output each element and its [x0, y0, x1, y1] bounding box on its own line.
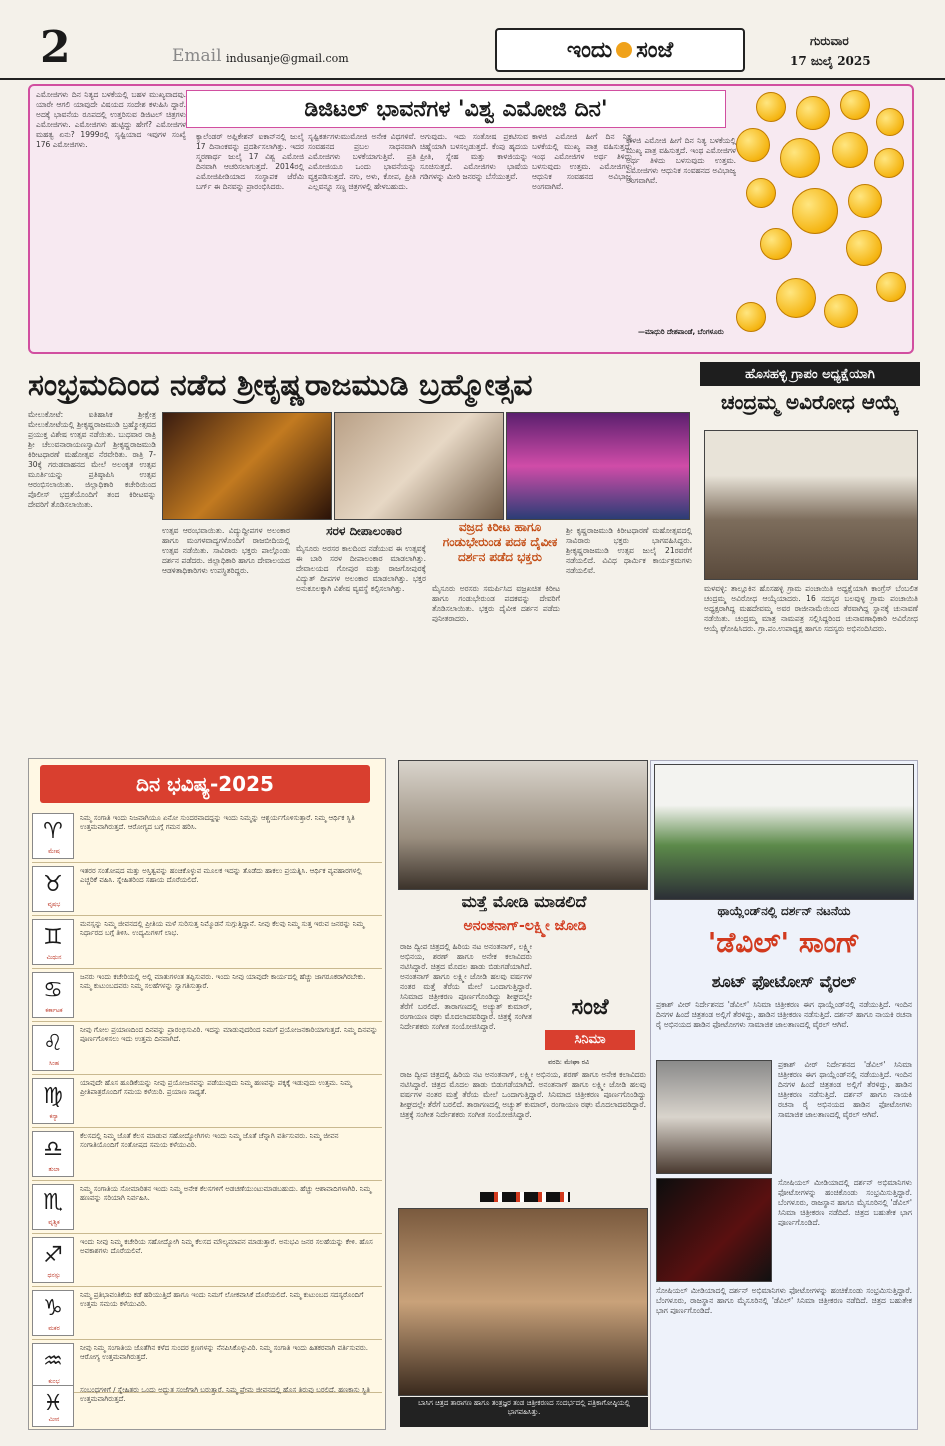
masthead-logo	[495, 28, 745, 72]
horoscope-row-sagittarius: ♐ ಧನಸ್ಸು ಇಂದು ನೀವು ನಿಮ್ಮ ಕಚೇರಿಯ ಸಹೋದ್ಯೋಗಿ ನಿಮ್ಮ ಕೆಲಸದ ಮೌಲ್ಯಮಾಪನ ಮಾಡುತ್ತಾರೆ. ಅನುಭವಿ ಜನರ ಸಲಹೆಯನ್ನು ಕೇಳಿ. ಹೊಸ ಅವಕಾಶಗಳು ದೊರೆಯಲಿವೆ.	[32, 1234, 382, 1287]
devil-body-2: ಪ್ರಕಾಶ್ ವೀರ್ ನಿರ್ದೇಶನದ 'ಡೆವಿಲ್' ಸಿನಿಮಾ ಚಿತ್ರೀಕರಣ ಈಗ ಥಾಯ್ಲೆಂಡ್‌ನಲ್ಲಿ ನಡೆಯುತ್ತಿದೆ. ಇಂದಿನ ದಿನಗಳ ಹಿಂದೆ ಚಿತ್ರತಂಡ ಅಲ್ಲಿಗೆ ತೆರಳಿದ್ದು, ಹಾಡಿನ ಚಿತ್ರೀಕರಣ ನಡೆಸುತ್ತಿದೆ. ದರ್ಶನ್ ಹಾಗೂ ನಾಯಕಿ ರಚನಾ ರೈ ಅಭಿನಯದ ಹಾಡಿನ ಫೋಟೋಗಳು ಸಾಮಾಜಿಕ ಜಾಲತಾಣದಲ್ಲಿ ವೈರಲ್ ಆಗಿವೆ.	[778, 1060, 912, 1119]
film-team-photo	[398, 760, 648, 890]
sun-icon	[616, 42, 632, 58]
libra-icon: ♎ ತುಲಾ	[32, 1131, 74, 1177]
devil-body-3: ಸೋಷಿಯಲ್ ಮೀಡಿಯಾದಲ್ಲಿ ದರ್ಶನ್ ಅಭಿಮಾನಿಗಳು ಫೋಟೋಗಳನ್ನು ಹಂಚಿಕೊಂಡು ಸಂಭ್ರಮಿಸುತ್ತಿದ್ದಾರೆ. ಬೆಂಗಳೂರು, ರಾಜಸ್ಥಾನ ಹಾಗೂ ಮೈಸೂರಿನಲ್ಲಿ 'ಡೆವಿಲ್' ಸಿನಿಮಾ ಚಿತ್ರೀಕರಣ ನಡೆದಿದೆ. ಚಿತ್ರದ ಬಹುತೇಕ ಭಾಗ ಪೂರ್ಣಗೊಂಡಿದೆ.	[778, 1178, 912, 1227]
grin-emoji-icon	[736, 302, 766, 332]
think-emoji-icon	[846, 230, 882, 266]
devil-headline-main: 'ಡೆವಿಲ್' ಸಾಂಗ್	[707, 926, 861, 959]
email-address[interactable]: indusanje@gmail.com	[226, 52, 349, 65]
emoji-col-3: ಸೃಷ್ಟಿಕರ್ತಗಳುಮುಮೋಜಿ ಅನೇಕ ವಿಧಗಳಿವೆ. ಸಂವಹನದ ಪ್ರಬಲ ಸಾಧನವಾಗಿ ಎಮೋಜಿಗಳು ಬಳಕೆಯಾಗುತ್ತಿವೆ. ಪ್ರತಿ ಎಮೋಜಿಯೂ ಒಂದು ಭಾವನೆಯನ್ನು ವ್ಯಕ್ತಪಡಿಸುತ್ತದೆ. ನಗು, ಅಳು, ಕೋಪ, ಪ್ರೀತಿ ಎಲ್ಲವನ್ನೂ ಸಣ್ಣ ಚಿತ್ರಗಳಲ್ಲಿ ಹೇಳಬಹುದು.	[308, 132, 416, 191]
leo-icon: ♌ ಸಿಂಹ	[32, 1025, 74, 1071]
emoji-col-1: ಎಮೋಜಿಗಳು ದಿನ ನಿತ್ಯದ ಬಳಕೆಯಲ್ಲಿ ಬಹಳ ಮುಖ್ಯವಾದವು. ಯಾರೇ ಆಗಲಿ ಯಾವುದೇ ವಿಷಯದ ಸಂದೇಶ ಕಳುಹಿಸಿ ದ್ದಾರೆ. ಅದಕ್ಕೆ ಭಾವನೆಯ ರೂಪದಲ್ಲಿ ಉತ್ತರಿಸುವ ಡಿಜಿಟಲ್ ಚಿತ್ರಗಳು ಎಮೋಜಿಗಳು. ಎಮೋಜಿಗಳು ಹುಟ್ಟಿದ್ದು ಹೇಗೆ? ಎಮೋಜಿಗಳ ಮಹತ್ವ ಏನು? 1999ರಲ್ಲಿ ಸೃಷ್ಟಿಯಾದ ಇವುಗಳ ಸಂಖ್ಯೆ 176 ಎಮೋಜಿಗಳು.	[36, 90, 186, 149]
emoji-col-5: ಕಾಳಜಿ ಎಮೋಜಿ ಹೀಗೆ ದಿನ ನಿತ್ಯ ಬಳಕೆಯಲ್ಲಿ ಮುಖ್ಯ ಪಾತ್ರ ವಹಿಸುತ್ತದೆ. ಇಂಥ ಎಮೋಜಿಗಳ ಅರ್ಥ ತಿಳಿದು ಬಳಸುವುದು ಉತ್ತಮ. ಎಮೋಜಿಗಳು ಆಧುನಿಕ ಸಂವಹನದ ಅವಿಭಾಜ್ಯ ಅಂಗವಾಗಿವೆ.	[532, 132, 632, 191]
horoscope-heading: ದಿನ ಭವಿಷ್ಯ-2025	[40, 765, 370, 803]
taurus-icon: ♉ ವೃಷಭ	[32, 866, 74, 912]
cry-emoji-icon	[736, 128, 770, 162]
devil-song-shoot-photo	[654, 764, 914, 900]
love-emoji-icon	[832, 132, 868, 168]
side-story-body: ಮಳವಳ್ಳಿ: ತಾಲ್ಲೂಕಿನ ಹೊಸಹಳ್ಳಿ ಗ್ರಾಮ ಪಂಚಾಯಿತಿ ಅಧ್ಯಕ್ಷೆಯಾಗಿ ಕಾಂಗ್ರೆಸ್ ಬೆಂಬಲಿತ ಚಂದ್ರಮ್ಮ ಅವಿರೋಧ ಆಯ್ಕೆಯಾದರು. 16 ಸದಸ್ಯರ ಬಲವುಳ್ಳ ಗ್ರಾಮ ಪಂಚಾಯಿತಿ ಅಧ್ಯಕ್ಷರಾಗಿದ್ದ ಮಹದೇವಮ್ಮ ಅವರ ರಾಜೀನಾಮೆಯಿಂದ ತೆರವಾಗಿದ್ದ ಸ್ಥಾನಕ್ಕೆ ಚುನಾವಣೆ ನಡೆಯಿತು. ಚಂದ್ರಮ್ಮ ಮಾತ್ರ ನಾಮಪತ್ರ ಸಲ್ಲಿಸಿದ್ದರಿಂದ ಚುನಾವಣಾಧಿಕಾರಿ ಅವಿರೋಧ ಆಯ್ಕೆ ಘೋಷಿಸಿದರು. ಗ್ರಾ.ಪಂ.ಉಪಾಧ್ಯಕ್ಷ ಹಾಗೂ ಸದಸ್ಯರು ಅಭಿನಂದಿಸಿದರು.	[704, 584, 918, 633]
darshan-poster-photo	[656, 1178, 772, 1282]
wink-emoji-icon	[876, 108, 904, 136]
horoscope-row-scorpio: ♏ ವೃಶ್ಚಿಕ ನಿಮ್ಮ ಸಂಗಾತಿಯ ಸೋಮಾರಿತನ ಇಂದು ನಿಮ್ಮ ಅನೇಕ ಕೆಲಸಗಳಿಗೆ ಅಡಚಣೆಯುಂಟುಮಾಡಬಹುದು. ಹೆಚ್ಚು ಆಶಾವಾದಿಗಳಾಗಿರಿ. ನಿಮ್ಮ ಹಣವನ್ನು ಸರಿಯಾಗಿ ನಿರ್ವಹಿಸಿ.	[32, 1181, 382, 1234]
main-col-3: ಮೈಸೂರು ಅರಸರ ಕಾಲದಿಂದ ನಡೆಯುವ ಈ ಉತ್ಸವಕ್ಕೆ ಈ ಬಾರಿ ಸರಳ ದೀಪಾಲಂಕಾರ ಮಾಡಲಾಗಿತ್ತು. ದೇವಾಲಯದ ಗೋಪುರ ಮತ್ತು ರಾಜಗೋಪುರಕ್ಕೆ ವಿದ್ಯುತ್ ದೀಪಗಳ ಅಲಂಕಾರ ಮಾಡಲಾಗಿತ್ತು. ಭಕ್ತರ ಅನುಕೂಲಕ್ಕಾಗಿ ವಿಶೇಷ ವ್ಯವಸ್ಥೆ ಕಲ್ಪಿಸಲಾಗಿತ್ತು.	[296, 544, 426, 593]
heart-eyes-emoji-icon	[824, 294, 858, 328]
sagittarius-icon: ♐ ಧನಸ್ಸು	[32, 1237, 74, 1283]
virgo-icon: ♍ ಕನ್ಯಾ	[32, 1078, 74, 1124]
laugh-emoji-icon	[796, 96, 830, 130]
lit-temple-tower-photo	[506, 412, 690, 520]
main-col-1: ಮೇಲುಕೋಟೆ: ಐತಿಹಾಸಿಕ ಶ್ರೀಕ್ಷೇತ್ರ ಮೇಲುಕೋಟೆಯಲ್ಲಿ ಶ್ರೀಕೃಷ್ಣರಾಜಮುಡಿ ಬ್ರಹ್ಮೋತ್ಸವದ ಪ್ರಯುಕ್ತ ವಿಶೇಷ ಉತ್ಸವ ನಡೆಯಿತು. ಬುಧವಾರ ರಾತ್ರಿ ಶ್ರೀ ಚೆಲುವನಾರಾಯಣಸ್ವಾಮಿಗೆ ಶ್ರೀಕೃಷ್ಣರಾಜಮುಡಿ ಕಿರೀಟಧಾರಣೆ ಮಹೋತ್ಸವ ನೆರವೇರಿತು. ರಾತ್ರಿ 7-30ಕ್ಕೆ ಗರುಡವಾಹನದ ಮೇಲೆ ಅಲಂಕೃತ ಉತ್ಸವ ಮೂರ್ತಿಯನ್ನು ಪ್ರತಿಷ್ಠಾಪಿಸಿ ಉತ್ಸವ ಆರಂಭಿಸಲಾಯಿತು. ಜಿಲ್ಲಾಧಿಕಾರಿ ಕಚೇರಿಯಿಂದ ಪೊಲೀಸ್ ಭದ್ರತೆಯೊಂದಿಗೆ ತಂದ ಕಿರೀಟವನ್ನು ದೇವರಿಗೆ ತೊಡಿಸಲಾಯಿತು.	[28, 410, 156, 509]
emoji-story-title: ಡಿಜಿಟಲ್ ಭಾವನೆಗಳ 'ವಿಶ್ವ ಎಮೋಜಿ ದಿನ'	[186, 90, 726, 128]
cast-group-photo	[398, 1208, 648, 1396]
emoji-col-6: ಕಾಳಜಿ ಎಮೋಜಿ ಹೀಗೆ ದಿನ ನಿತ್ಯ ಬಳಕೆಯಲ್ಲಿ ಮುಖ್ಯ ಪಾತ್ರ ವಹಿಸುತ್ತದೆ. ಇಂಥ ಎಮೋಜಿಗಳ ಅರ್ಥ ತಿಳಿದು ಬಳಸುವುದು ಉತ್ತಮ. ಎಮೋಜಿಗಳು ಆಧುನಿಕ ಸಂವಹನದ ಅವಿಭಾಜ್ಯ ಅಂಗವಾಗಿವೆ.	[626, 136, 736, 185]
cinema-headline-top: ಮತ್ತೆ ಮೋಡಿ ಮಾಡಲಿದೆ	[461, 892, 587, 911]
devil-headline-top: ಥಾಯ್ಲೆಂಡ್‌ನಲ್ಲಿ ದರ್ಶನ್ ನಟನೆಯ	[717, 904, 851, 918]
officials-photo	[334, 412, 504, 520]
angry-emoji-icon	[780, 138, 820, 178]
sanje-cinema-logo: ಸಂಜೆ	[571, 995, 609, 1020]
horoscope-row-aquarius: ♒ ಕುಂಭ ನೀವು ನಿಮ್ಮ ಸಂಗಾತಿಯ ಜೊತೆಗಿನ ಕಳೆದ ಸುಂದರ ಕ್ಷಣಗಳನ್ನು ನೆನಪಿಸಿಕೊಳ್ಳುವಿರಿ. ನಿಮ್ಮ ಸಂಗಾತಿ ಇಂದು ಹಿತಕರವಾಗಿ ವರ್ತಿಸುವರು. ಆರೋಗ್ಯ ಉತ್ತಮವಾಗಿರುತ್ತದೆ.	[32, 1340, 382, 1393]
main-headline: ಸಂಭ್ರಮದಿಂದ ನಡೆದ ಶ್ರೀಕೃಷ್ಣರಾಜಮುಡಿ ಬ್ರಹ್ಮೋತ್ಸವ	[28, 367, 533, 403]
sad-emoji-icon	[746, 178, 776, 208]
masthead-left: ಇಂದು	[566, 37, 613, 63]
masthead-right: ಸಂಜೆ	[636, 37, 674, 63]
capricorn-icon: ♑ ಮಕರ	[32, 1290, 74, 1336]
smile-emoji-icon	[756, 92, 786, 122]
horoscope-row-taurus: ♉ ವೃಷಭ ಇತರರ ಸಂತೋಷದ ಮತ್ತು ಅಸ್ತಿತ್ವವನ್ನು ಹಂಚಿಕೊಳ್ಳುವ ಮೂಲಕ ಇದನ್ನು ತೊಡೆದು ಹಾಕಲು ಪ್ರಯತ್ನಿಸಿ. ಆರ್ಥಿಕ ವ್ಯವಹಾರಗಳಲ್ಲಿ ಎಚ್ಚರಿಕೆ ವಹಿಸಿ. ಸ್ನೇಹಿತರಿಂದ ಸಹಾಯ ದೊರೆಯಲಿದೆ.	[32, 863, 382, 916]
emoji-col-4: ಅಗುವುದು. ಇದು ಸಂತೋಷ ಪ್ರಕಟಿಸುವ ಚಿಹ್ನೆಯಾಗಿ ಬಳಸಲ್ಪಡುತ್ತದೆ. ಕೆಂಪು ಹೃದಯ ಪ್ರೀತಿ, ಸ್ನೇಹ ಮತ್ತು ಕಾಳಜಿಯನ್ನು ಸೂಚಿಸುತ್ತದೆ. ಎಮೋಜಿಗಳು ಭಾಷೆಯ ಗಡಿಗಳನ್ನು ಮೀರಿ ಜನರನ್ನು ಬೆಸೆಯುತ್ತವೆ.	[420, 132, 528, 181]
kiss-emoji-icon	[874, 148, 904, 178]
page-number: 2	[40, 22, 71, 73]
subhead-diamond-crown: ವಜ್ರದ ಕಿರೀಟ ಹಾಗೂ ಗಂಡುಭೇರುಂಡ ಪದಕ ದೈವೀಕ ದರ್ಶನ ಪಡೆದ ಭಕ್ತರು	[442, 520, 558, 564]
frown-emoji-icon	[776, 278, 816, 318]
side-headline-main: ಚಂದ್ರಮ್ಮ ಅವಿರೋಧ ಆಯ್ಕೆ	[720, 390, 900, 414]
main-col-4: ಮೈಸೂರು ಅರಸರು ಸಮರ್ಪಿಸಿದ ವಜ್ರಖಚಿತ ಕಿರೀಟ ಹಾಗೂ ಗಂಡುಭೇರುಂಡ ಪದಕವನ್ನು ದೇವರಿಗೆ ತೊಡಿಸಲಾಯಿತು. ಭಕ್ತರು ದೈವೀಕ ದರ್ಶನ ಪಡೆದು ಪುನೀತರಾದರು.	[432, 584, 560, 623]
cinema-body-1: ರಾಜ ದ್ವೀಪ ಚಿತ್ರದಲ್ಲಿ ಹಿರಿಯ ನಟ ಅನಂತನಾಗ್, ಲಕ್ಷ್ಮೀ ಅಭಿನಯ, ಶರಣ್ ಹಾಗೂ ಅನೇಕ ಕಲಾವಿದರು ನಟಿಸಿದ್ದಾರೆ. ಚಿತ್ರದ ಮೊದಲ ಹಾಡು ಬಿಡುಗಡೆಯಾಗಿದೆ. ಅನಂತನಾಗ್ ಹಾಗೂ ಲಕ್ಷ್ಮೀ ಜೋಡಿ ಹಲವು ವರ್ಷಗಳ ನಂತರ ಮತ್ತೆ ತೆರೆಯ ಮೇಲೆ ಒಂದಾಗುತ್ತಿದ್ದಾರೆ. ಸಿನಿಮಾದ ಚಿತ್ರೀಕರಣ ಪೂರ್ಣಗೊಂಡಿದ್ದು ಶೀಘ್ರದಲ್ಲೇ ತೆರೆಗೆ ಬರಲಿದೆ. ತಾರಾಗಣದಲ್ಲಿ ಅಚ್ಯುತ್ ಕುಮಾರ್, ರಂಗಾಯಣ ರಘು ಮೊದಲಾದವರಿದ್ದಾರೆ. ಚಿತ್ರಕ್ಕೆ ಸಂಗೀತ ನಿರ್ದೇಶಕರು ಸಂಗೀತ ಸಂಯೋಜಿಸಿದ್ದಾರೆ.	[400, 942, 532, 1031]
cancer-icon: ♋ ಕರ್ಕಾಟಕ	[32, 972, 74, 1018]
cinema-body-2: ರಾಜ ದ್ವೀಪ ಚಿತ್ರದಲ್ಲಿ ಹಿರಿಯ ನಟ ಅನಂತನಾಗ್, ಲಕ್ಷ್ಮೀ ಅಭಿನಯ, ಶರಣ್ ಹಾಗೂ ಅನೇಕ ಕಲಾವಿದರು ನಟಿಸಿದ್ದಾರೆ. ಚಿತ್ರದ ಮೊದಲ ಹಾಡು ಬಿಡುಗಡೆಯಾಗಿದೆ. ಅನಂತನಾಗ್ ಹಾಗೂ ಲಕ್ಷ್ಮೀ ಜೋಡಿ ಹಲವು ವರ್ಷಗಳ ನಂತರ ಮತ್ತೆ ತೆರೆಯ ಮೇಲೆ ಒಂದಾಗುತ್ತಿದ್ದಾರೆ. ಸಿನಿಮಾದ ಚಿತ್ರೀಕರಣ ಪೂರ್ಣಗೊಂಡಿದ್ದು ಶೀಘ್ರದಲ್ಲೇ ತೆರೆಗೆ ಬರಲಿದೆ. ತಾರಾಗಣದಲ್ಲಿ ಅಚ್ಯುತ್ ಕುಮಾರ್, ರಂಗಾಯಣ ರಘು ಮೊದಲಾದವರಿದ್ದಾರೆ. ಚಿತ್ರಕ್ಕೆ ಸಂಗೀತ ನಿರ್ದೇಶಕರು ಸಂಗೀತ ಸಂಯೋಜಿಸಿದ್ದಾರೆ.	[400, 1070, 646, 1119]
shock-emoji-icon	[848, 184, 882, 218]
cinema-credit: ವರದಿ: ಮೇಘಾ ರವಿ	[548, 1058, 590, 1066]
gemini-icon: ♊ ಮಿಥುನ	[32, 919, 74, 965]
main-col-5: ಶ್ರೀ ಕೃಷ್ಣರಾಜಮುಡಿ ಕಿರೀಟಧಾರಣೆ ಮಹೋತ್ಸವದಲ್ಲಿ ಸಾವಿರಾರು ಭಕ್ತರು ಭಾಗವಹಿಸಿದ್ದರು. ಶ್ರೀಕೃಷ್ಣರಾಜಮುಡಿ ಉತ್ಸವ ಜುಲೈ 21ರವರೆಗೆ ನಡೆಯಲಿದೆ. ವಿವಿಧ ಧಾರ್ಮಿಕ ಕಾರ್ಯಕ್ರಮಗಳು ನಡೆಯಲಿವೆ.	[566, 526, 692, 575]
horoscope-row-gemini: ♊ ಮಿಥುನ ಮನಸ್ಸನ್ನು ನಿಮ್ಮ ಜೀವನದಲ್ಲಿ ಪ್ರೀತಿಯ ಮಳೆ ಸುರಿಸುತ್ತ ನಿಮ್ಮೊಡನೆ ಸುಗ್ಗುತ್ತಿದ್ದಾನೆ. ನೀವು ಕೆಲವು ನಿಮ್ಮ ಸುತ್ತ ಇರುವ ಜನರನ್ನು ನಿಮ್ಮ ನಿರ್ಧಾರದ ಬಗ್ಗೆ ತಿಳಿಸಿ. ಉದ್ಯಮಿಗಳಿಗೆ ಲಾಭ.	[32, 916, 382, 969]
film-strip-divider	[480, 1192, 570, 1202]
horoscope-row-pisces: ♓ ಮೀನ ಸಂಬಂಧಗಳಿಗೆ / ಸ್ನೇಹಿತರು ಒಂದು ಅದ್ಭುತ ಸಂಜೆಗಾಗಿ ಬರುತ್ತಾರೆ. ನಿಮ್ಮ ಪ್ರೇಮ ಜೀವನದಲ್ಲಿ ಹೊಸ ತಿರುವು ಬರಲಿದೆ. ಹಣಕಾಸು ಸ್ಥಿತಿ ಉತ್ತಮವಾಗಿರುತ್ತದೆ.	[32, 1382, 382, 1428]
horoscope-row-capricorn: ♑ ಮಕರ ನಿಮ್ಮ ಪ್ರತಿಭಾವಂತಿಕೆಯ ಕಡೆ ಹರಿಯುತ್ತಿದೆ ಹಾಗೂ ಇಂದು ನಿಮಗೆ ಲೋಕವಾಸಿಕೆ ದೊರೆಯಲಿದೆ. ನಿಮ್ಮ ಕುಟುಂಬದ ಸದಸ್ಯರೊಂದಿಗೆ ಉತ್ತಮ ಸಮಯ ಕಳೆಯುವಿರಿ.	[32, 1287, 382, 1340]
devil-body-4: ಸೋಷಿಯಲ್ ಮೀಡಿಯಾದಲ್ಲಿ ದರ್ಶನ್ ಅಭಿಮಾನಿಗಳು ಫೋಟೋಗಳನ್ನು ಹಂಚಿಕೊಂಡು ಸಂಭ್ರಮಿಸುತ್ತಿದ್ದಾರೆ. ಬೆಂಗಳೂರು, ರಾಜಸ್ಥಾನ ಹಾಗೂ ಮೈಸೂರಿನಲ್ಲಿ 'ಡೆವಿಲ್' ಸಿನಿಮಾ ಚಿತ್ರೀಕರಣ ನಡೆದಿದೆ. ಚಿತ್ರದ ಬಹುತೇಕ ಭಾಗ ಪೂರ್ಣಗೊಂಡಿದೆ.	[656, 1286, 912, 1315]
temple-idol-photo	[162, 412, 332, 520]
blush-emoji-icon	[876, 272, 906, 302]
header-date: 17 ಜುಲೈ 2025	[790, 54, 871, 68]
cool-emoji-icon	[840, 90, 870, 120]
cinema-headline-main: ಅನಂತನಾಗ್-ಲಕ್ಷ್ಮೀ ಜೋಡಿ	[463, 918, 587, 934]
horoscope-row-leo: ♌ ಸಿಂಹ ನೀವು ಗೋಲ ಪ್ರಯಾಣದಿಂದ ದಿನವನ್ನು ಪ್ರಾರಂಭಿಸುವಿರಿ. ಇದನ್ನು ಮಾಡುವುದರಿಂದ ನಿಮಗೆ ಪ್ರಯೋಜನಕಾರಿಯಾಗುತ್ತದೆ. ನಿಮ್ಮ ದಿನವನ್ನು ಪೂರ್ಣಗೊಳಿಸಲು ಇದು ಉತ್ತಮ ದಿನವಾಗಿದೆ.	[32, 1022, 382, 1075]
emoji-illustration	[736, 88, 912, 350]
side-headline-top: ಹೊಸಹಳ್ಳಿ ಗ್ರಾಪಂ ಅಧ್ಯಕ್ಷೆಯಾಗಿ	[700, 362, 920, 386]
horoscope-row-aries: ♈ ಮೇಷ ನಿಮ್ಮ ಸಂಗಾತಿ ಇಂದು ನಿಜವಾಗಿಯೂ ಏನೋ ಸುಂದರವಾದದ್ದನ್ನು ಇಂದು ನಿಮ್ಮನ್ನು ಆಶ್ಚರ್ಯಗೊಳಿಸುತ್ತಾರೆ. ನಿಮ್ಮ ಆರ್ಥಿಕ ಸ್ಥಿತಿ ಉತ್ತಮವಾಗಿರುತ್ತದೆ. ಆರೋಗ್ಯದ ಬಗ್ಗೆ ಗಮನ ಹರಿಸಿ.	[32, 810, 382, 863]
cast-photo-caption: ಬಾಸಿಗ ಚಿತ್ರದ ತಾರಾಗಣ ಹಾಗೂ ತಂತ್ರಜ್ಞರ ತಂಡ ಚಿತ್ರೀಕರಣದ ಸಂದರ್ಭದಲ್ಲಿ ಪತ್ರಿಕಾಗೋಷ್ಠಿಯಲ್ಲಿ ಭಾಗವಹಿಸಿತ್ತು.	[400, 1397, 648, 1427]
email-label: Email	[172, 46, 222, 66]
devil-headline-sub: ಶೂಟ್ ಫೋಟೋಸ್ ವೈರಲ್	[711, 972, 857, 991]
emoji-byline: —ಮಾಧುರಿ ದೇಶಪಾಂಡೆ, ಬೆಂಗಳೂರು	[638, 328, 724, 336]
aquarius-icon: ♒ ಕುಂಭ	[32, 1343, 74, 1389]
emoji-col-2: ಕ್ಯಾಲೆಂಡರ್ ಅಪ್ಲಿಕೇಶನ್ ಐಕಾನ್‌ನಲ್ಲಿ ಜುಲೈ 17 ದಿನಾಂಕವನ್ನು ಪ್ರದರ್ಶಿಸಲಾಗಿತ್ತು. ಇದರ ಸ್ಮರಣಾರ್ಥ ಜುಲೈ 17 ವಿಶ್ವ ಎಮೋಜಿ ದಿನವಾಗಿ ಆಚರಿಸಲಾಗುತ್ತದೆ. 2014ರಲ್ಲಿ ಎಮೋಜಿಪೀಡಿಯಾದ ಸಂಸ್ಥಾಪಕ ಜೆರೆಮಿ ಬರ್ಗ್ ಈ ದಿನವನ್ನು ಪ್ರಾರಂಭಿಸಿದರು.	[196, 132, 304, 191]
subhead-simple-lighting: ಸರಳ ದೀಪಾಲಂಕಾರ	[326, 524, 402, 538]
devil-body-1: ಪ್ರಕಾಶ್ ವೀರ್ ನಿರ್ದೇಶನದ 'ಡೆವಿಲ್' ಸಿನಿಮಾ ಚಿತ್ರೀಕರಣ ಈಗ ಥಾಯ್ಲೆಂಡ್‌ನಲ್ಲಿ ನಡೆಯುತ್ತಿದೆ. ಇಂದಿನ ದಿನಗಳ ಹಿಂದೆ ಚಿತ್ರತಂಡ ಅಲ್ಲಿಗೆ ತೆರಳಿದ್ದು, ಹಾಡಿನ ಚಿತ್ರೀಕರಣ ನಡೆಸುತ್ತಿದೆ. ದರ್ಶನ್ ಹಾಗೂ ನಾಯಕಿ ರಚನಾ ರೈ ಅಭಿನಯದ ಹಾಡಿನ ಫೋಟೋಗಳು ಸಾಮಾಜಿಕ ಜಾಲತಾಣದಲ್ಲಿ ವೈರಲ್ ಆಗಿವೆ.	[656, 1000, 912, 1029]
cinema-word-badge: ಸಿನಿಮಾ	[545, 1030, 635, 1050]
horoscope-row-cancer: ♋ ಕರ್ಕಾಟಕ ಜನರು ಇಂದು ಕಚೇರಿಯಲ್ಲಿ ಅಲ್ಲಿ ಮಾತುಗಳಂತ ತಪ್ಪಿಸುವರು. ಇಂದು ನೀವು ಯಾವುದೇ ಕಾರ್ಯದಲ್ಲಿ ಹೆಚ್ಚು ಜಾಗರೂಕರಾಗಿರಬೇಕು. ನಿಮ್ಮ ಕುಟುಂಬದವರು ನಿಮ್ಮ ಸಲಹೆಗಳನ್ನು ಸ್ವಾಗತಿಸುತ್ತಾರೆ.	[32, 969, 382, 1022]
horoscope-row-libra: ♎ ತುಲಾ ಕೆಲಸದಲ್ಲಿ ನಿಮ್ಮ ಜೊತೆ ಕೆಲಸ ಮಾಡುವ ಸಹೋದ್ಯೋಗಿಗಳು ಇಂದು ನಿಮ್ಮ ಜೊತೆ ಚೆನ್ನಾಗಿ ವರ್ತಿಸುವರು. ನಿಮ್ಮ ಜೀವನ ಸಂಗಾತಿಯೊಂದಿಗೆ ಸಂತೋಷದ ಸಮಯ ಕಳೆಯುವಿರಿ.	[32, 1128, 382, 1181]
joy-emoji-icon	[792, 188, 838, 234]
pisces-icon: ♓ ಮೀನ	[32, 1385, 74, 1427]
main-col-2: ಉತ್ಸವ ಆರಂಭವಾಯಿತು. ವಿದ್ಯುದ್ದೀಪಗಳ ಅಲಂಕಾರ ಹಾಗೂ ಮಂಗಳವಾದ್ಯಗಳೊಂದಿಗೆ ರಾಜಬೀದಿಯಲ್ಲಿ ಉತ್ಸವ ನಡೆಯಿತು. ಸಾವಿರಾರು ಭಕ್ತರು ಪಾಲ್ಗೊಂಡು ದರ್ಶನ ಪಡೆದರು. ಜಿಲ್ಲಾಧಿಕಾರಿ ಹಾಗೂ ದೇವಾಲಯದ ಆಡಳಿತಾಧಿಕಾರಿಗಳು ಉಪಸ್ಥಿತರಿದ್ದರು.	[162, 526, 290, 575]
panchayat-members-photo	[704, 430, 918, 580]
horoscope-row-virgo: ♍ ಕನ್ಯಾ ಯಾವುದೇ ಹೊಸ ಹೂಡಿಕೆಯನ್ನು ನೀವು ಪ್ರಯೋಜನವನ್ನು ಪಡೆಯುವುದು ನಿಮ್ಮ ಹಣವನ್ನು ಪಕ್ಕಕ್ಕೆ ಇಡುವುದು ಉತ್ತಮ. ನಿಮ್ಮ ಪ್ರೀತಿಪಾತ್ರರೊಂದಿಗೆ ಸಮಯ ಕಳೆಯಿರಿ. ಪ್ರಯಾಣ ಸಾಧ್ಯತೆ.	[32, 1075, 382, 1128]
actress-photo	[656, 1060, 772, 1174]
scorpio-icon: ♏ ವೃಶ್ಚಿಕ	[32, 1184, 74, 1230]
aries-icon: ♈ ಮೇಷ	[32, 813, 74, 859]
sleep-emoji-icon	[760, 228, 792, 260]
header-day: ಗುರುವಾರ	[810, 34, 849, 48]
